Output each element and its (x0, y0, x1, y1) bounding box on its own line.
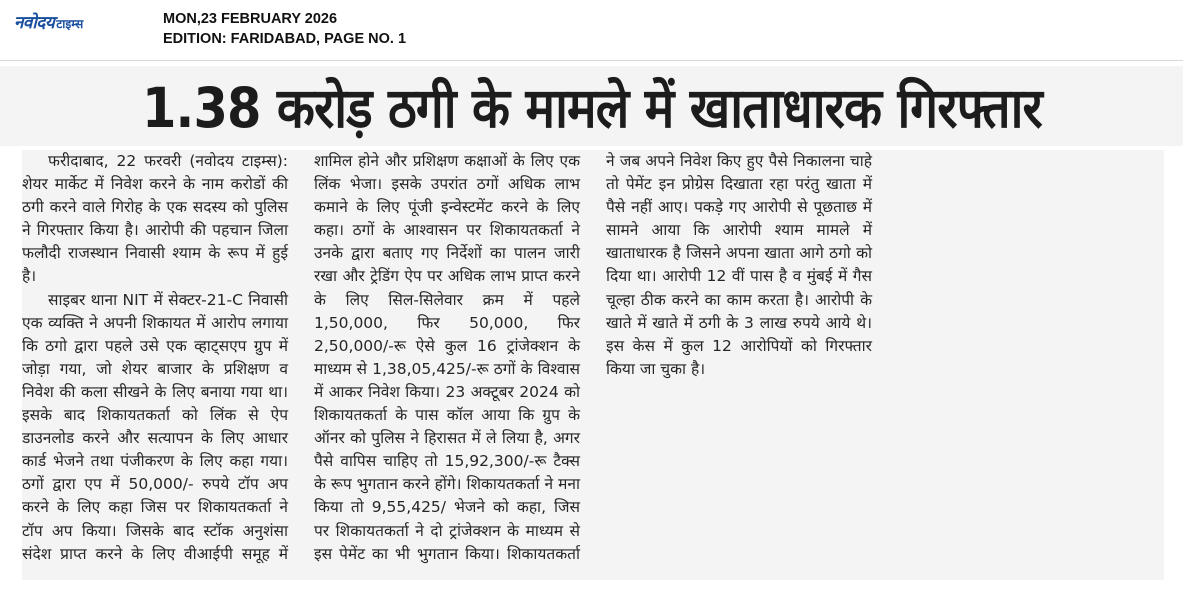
article-body (22, 150, 1164, 580)
edition-meta (163, 9, 406, 49)
headline-area (0, 66, 1183, 146)
newspaper-logo[interactable] (14, 10, 83, 34)
article-headline: 1.38 करोड़ ठगी के मामले में खाताधारक गिरफ्तार (141, 75, 1042, 140)
article-columns (22, 150, 1164, 580)
logo-main-text: नवोदय (14, 13, 55, 33)
logo-sub-text: टाइम्स (56, 17, 84, 31)
edition-date: MON,23 FEBRUARY 2026 (163, 11, 338, 27)
article-paragraph: साइबर थाना NIT में सेक्टर-21-C निवासी एक व्यक्ति ने अपनी शिकायत में आरोप लगाया कि ठगो द्वारा पहले उसे एक व्हाट्सएप ग्रुप में जोड़ा गया, जो शेयर बाजार के प्रशिक्षण व निवेश की कला सीखने के लिए बनाया गया था। इसके बाद शिकायतकर्ता को लिंक से ऐप डाउनलोड करने और सत्यापन के लिए आधार कार्ड भेजने तथा पंजीकरण के लिए कहा गया। ठगों द्वारा एप में 50,000/- रुपये टॉप अप करने के लिए कहा जिस पर शिकायतकर्ता ने टॉप अप किया। जिसके बाद स्टॉक अनुशंसा संदेश प्राप्त करने के लिए वीआईपी समूह में शामिल होने और प्रशिक्षण कक्षाओं के लिए एक लिंक भेजा। इसके उपरांत ठगों अधिक लाभ कमाने के लिए पूंजी इन्वेस्टमेंट करने के लिए कहा। ठगों के आश्वासन पर शिकायतकर्ता ने उनके द्वारा बताए गए निर्देशों का पालन जारी रखा और ट्रेडिंग ऐप पर अधिक लाभ प्राप्त करने के लिए सिल-सिलेवार क्रम में पहले 1,50,000, फिर 50,000, फिर 2,50,000/-रू ऐसे कुल 16 ट्रांजेक्शन के माध्यम से 1,38,05,425/-रू ठगों के विश्वास में आकर निवेश किया। 23 अक्टूबर 2024 को शिकायतकर्ता के पास कॉल आया कि ग्रुप के ऑनर को पुलिस ने हिरासत में ले लिया है, अगर पैसे वापिस चाहिए तो 15,92,300/-रू टैक्स के रूप भुगतान करने होंगे। शिकायतकर्ता ने मना किया तो 9,55,425/ भेजने को कहा, जिस पर शिकायतकर्ता ने दो ट्रांजेक्शन के माध्यम से इस पेमेंट का भी भुगतान किया। शिकायतकर्ता ने जब अपने निवेश किए हुए पैसे निकालना चाहे तो पेमेंट इन प्रोग्रेस दिखाता रहा परंतु खाता में पैसे नहीं आए। पकड़े गए आरोपी से पूछताछ में सामने आया कि आरोपी श्याम मामले में खाताधारक है जिसने अपना खाता आगे ठगो को दिया था। आरोपी 12 वीं पास है व मुंबई में गैस चूल्हा ठीक करने का काम करता है। आरोपी के खाते में खाते में ठगी के 3 लाख रुपये आये थे। इस केस में कुल 12 आरोपियों को गिरफ्तार किया जा चुका है। (22, 152, 872, 563)
masthead-bar (0, 0, 1183, 61)
edition-info: EDITION: FARIDABAD, PAGE NO. 1 (163, 31, 407, 47)
article-paragraph: फरीदाबाद, 22 फरवरी (नवोदय टाइम्स): शेयर मार्केट में निवेश करने के नाम करोडों की ठगी करने वाले गिरोह के एक सदस्य को पुलिस ने गिरफ्तार किया है। आरोपी की पहचान जिला फलौदी राजस्थान निवासी श्याम के रूप में हुई है। (22, 152, 288, 286)
